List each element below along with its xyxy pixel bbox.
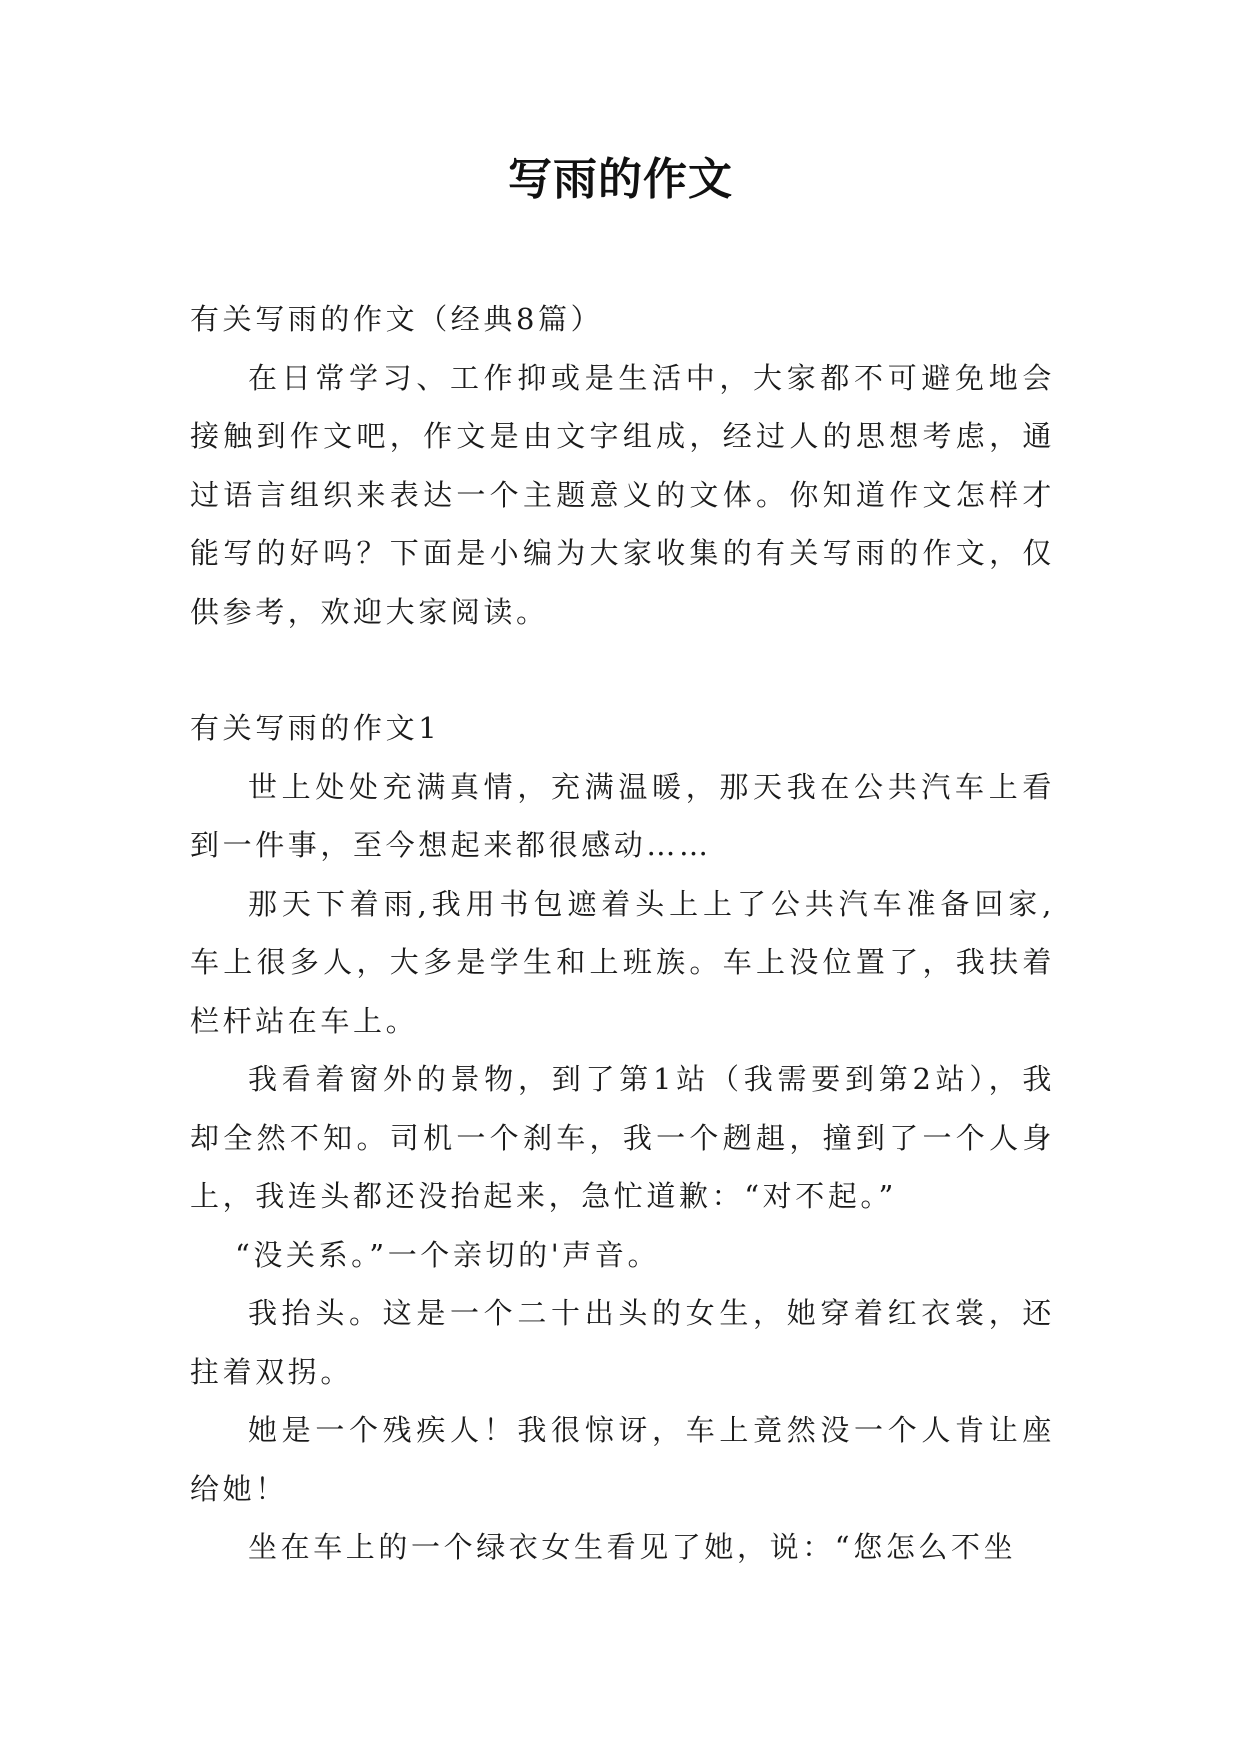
document-body [190, 290, 1055, 1577]
intro-paragraph: 在日常学习、工作抑或是生活中，大家都不可避免地会接触到作文吧，作文是由文字组成，经过人的思想考虑，通过语言组织来表达一个主题意义的文体。你知道作文怎样才能写的好吗？下面是小编为大家收集的有关写雨的作文，仅供参考，欢迎大家阅读。 [190, 360, 1055, 629]
section-spacer [190, 641, 1055, 699]
body-paragraph: 我抬头。这是一个二十出头的女生，她穿着红衣裳，还拄着双拐。 [190, 1296, 1055, 1389]
body-paragraph: 那天下着雨,我用书包遮着头上上了公共汽车准备回家,车上很多人，大多是学生和上班族。车上没位置了，我扶着栏杆站在车上。 [190, 886, 1055, 1038]
body-paragraph: 我看着窗外的景物，到了第1站（我需要到第2站），我却全然不知。司机一个刹车，我一个趔趄，撞到了一个人身上，我连头都还没抬起来，急忙道歉：“对不起。” [190, 1062, 1055, 1213]
section-heading: 有关写雨的作文1 [190, 711, 441, 745]
document-title: 写雨的作文 [508, 154, 733, 205]
document-subtitle: 有关写雨的作文（经典8篇） [190, 302, 604, 336]
body-paragraph: “没关系。”一个亲切的'声音。 [234, 1237, 661, 1272]
body-paragraph: 她是一个残疾人！我很惊讶，车上竟然没一个人肯让座给她！ [190, 1413, 1055, 1506]
body-paragraph: 世上处处充满真情，充满温暖，那天我在公共汽车上看到一件事，至今想起来都很感动…… [190, 769, 1055, 862]
body-paragraph: 坐在车上的一个绿衣女生看见了她，说：“您怎么不坐 [248, 1530, 1017, 1564]
